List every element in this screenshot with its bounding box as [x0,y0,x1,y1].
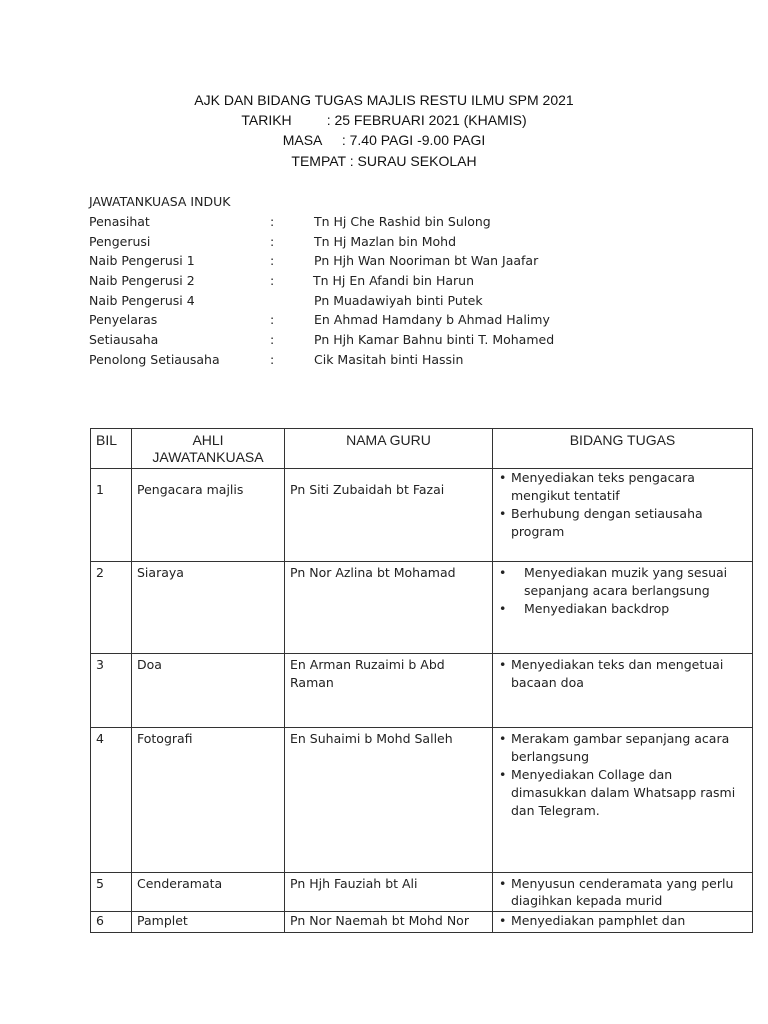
table-row [91,562,753,654]
committee-member-name: Tn Hj En Afandi bin Harun [313,273,474,289]
row-committee-role: Pengacara majlis [132,469,285,562]
committee-row [89,251,539,271]
committee-heading: JAWATANKUASA INDUK [89,194,231,209]
row-teacher-name: Pn Hjh Fauziah bt Ali [285,873,493,912]
row-committee-role: Pamplet [132,912,285,933]
table-header-row [91,429,753,469]
committee-colon: : [270,332,275,348]
committee-row [89,271,474,291]
committee-colon: : [270,233,275,249]
committee-role: Naib Pengerusi 1 [89,253,195,269]
task-item [498,505,747,541]
task-item [498,875,747,909]
task-list [498,564,747,618]
task-item [498,766,747,820]
row-duties [493,912,753,933]
committee-row [89,310,550,330]
venue-value: : SURAU SEKOLAH [349,153,477,169]
row-number: 6 [91,912,132,933]
header-teacher-name: NAMA GURU [285,429,493,469]
task-text: Menyediakan backdrop [524,601,670,616]
row-teacher-name: Pn Siti Zubaidah bt Fazai [285,469,493,562]
date-value: : 25 FEBRUARI 2021 (KHAMIS) [326,112,527,128]
task-text: Menyediakan pamphlet dan [511,913,686,928]
table-row [91,873,753,912]
table-row [91,912,753,933]
committee-role: Penyelaras [89,312,158,328]
row-teacher-name: En Arman Ruzaimi b Abd Raman [285,654,493,728]
bullet-icon: • [499,913,507,928]
bullet-icon: • [499,470,507,485]
duties-table [90,428,753,933]
task-text: Menyediakan Collage dan dimasukkan dalam Whatsapp rasmi dan Telegram. [511,767,736,818]
task-text: Berhubung dengan setiausaha program [511,506,703,539]
committee-member-name: Pn Hjh Kamar Bahnu binti T. Mohamed [314,332,555,348]
row-number: 2 [91,562,132,654]
task-list [498,730,747,820]
row-duties [493,873,753,912]
committee-member-name: Tn Hj Che Rashid bin Sulong [314,214,491,229]
committee-role: Penolong Setiausaha [89,351,220,367]
time-label: MASA [282,132,323,148]
task-list [498,469,747,541]
task-item [498,912,747,930]
task-text: Merakam gambar sepanjang acara berlangsung [511,731,730,764]
row-committee-role: Siaraya [132,562,285,654]
task-text: Menyediakan muzik yang sesuai sepanjang acara berlangsung [524,565,728,598]
row-duties [493,654,753,728]
committee-colon: : [270,214,275,229]
header-committee-member: AHLI JAWATANKUASA [132,429,285,469]
bullet-icon: • [499,767,507,782]
bullet-icon: • [499,731,507,746]
table-row [91,654,753,728]
row-duties [493,562,753,654]
header-bil: BIL [91,429,132,469]
row-committee-role: Cenderamata [132,873,285,912]
time-line [0,132,768,148]
table-row [91,469,753,562]
date-label: TARIKH [241,112,292,128]
task-text: Menyediakan teks pengacara mengikut tentatif [511,470,695,503]
task-list [498,875,747,909]
row-committee-role: Doa [132,654,285,728]
row-teacher-name: Pn Nor Azlina bt Mohamad [285,562,493,654]
main-committee [89,192,555,370]
time-value: : 7.40 PAGI -9.00 PAGI [341,132,486,148]
venue-line [0,153,768,169]
task-list [498,656,747,692]
committee-row [89,350,464,370]
row-number: 5 [91,873,132,912]
bullet-icon: • [499,601,507,616]
bullet-icon: • [499,506,507,521]
task-item [498,730,747,766]
committee-role: Setiausaha [89,332,159,348]
committee-row [89,232,457,252]
date-line [0,112,768,128]
committee-member-name: En Ahmad Hamdany b Ahmad Halimy [314,312,550,328]
committee-row [89,291,483,311]
row-number: 3 [91,654,132,728]
document-title: AJK DAN BIDANG TUGAS MAJLIS RESTU ILMU SPM 2021 [194,92,574,108]
committee-colon: : [270,273,275,289]
committee-role: Naib Pengerusi 2 [89,273,195,289]
row-teacher-name: En Suhaimi b Mohd Salleh [285,728,493,873]
row-committee-role: Fotografi [132,728,285,873]
bullet-icon: • [499,565,507,580]
committee-colon: : [270,312,275,328]
task-text: Menyediakan teks dan mengetuai bacaan doa [511,657,724,690]
row-number: 1 [91,469,132,562]
committee-colon: : [270,253,275,269]
bullet-icon: • [499,657,507,672]
task-list [498,912,747,930]
committee-role: Penasihat [89,214,150,229]
task-item [498,564,747,600]
committee-member-name: Pn Hjh Wan Nooriman bt Wan Jaafar [314,253,539,269]
row-teacher-name: Pn Nor Naemah bt Mohd Nor [285,912,493,933]
committee-role: Naib Pengerusi 4 [89,292,195,308]
committee-member-name: Pn Muadawiyah binti Putek [314,292,483,308]
task-item [498,600,747,618]
task-text: Menyusun cenderamata yang perlu diagihkan kepada murid [511,876,734,908]
venue-label: TEMPAT [291,153,346,169]
committee-member-name: Tn Hj Mazlan bin Mohd [314,233,457,249]
task-item [498,469,747,505]
committee-role: Pengerusi [89,233,151,249]
task-item [498,656,747,692]
committee-colon: : [270,351,275,367]
committee-member-name: Cik Masitah binti Hassin [314,351,464,367]
row-duties [493,728,753,873]
row-number: 4 [91,728,132,873]
table-row [91,728,753,873]
bullet-icon: • [499,876,507,891]
committee-row [89,330,555,350]
header-duties: BIDANG TUGAS [493,429,753,469]
committee-row [89,212,491,232]
row-duties [493,469,753,562]
